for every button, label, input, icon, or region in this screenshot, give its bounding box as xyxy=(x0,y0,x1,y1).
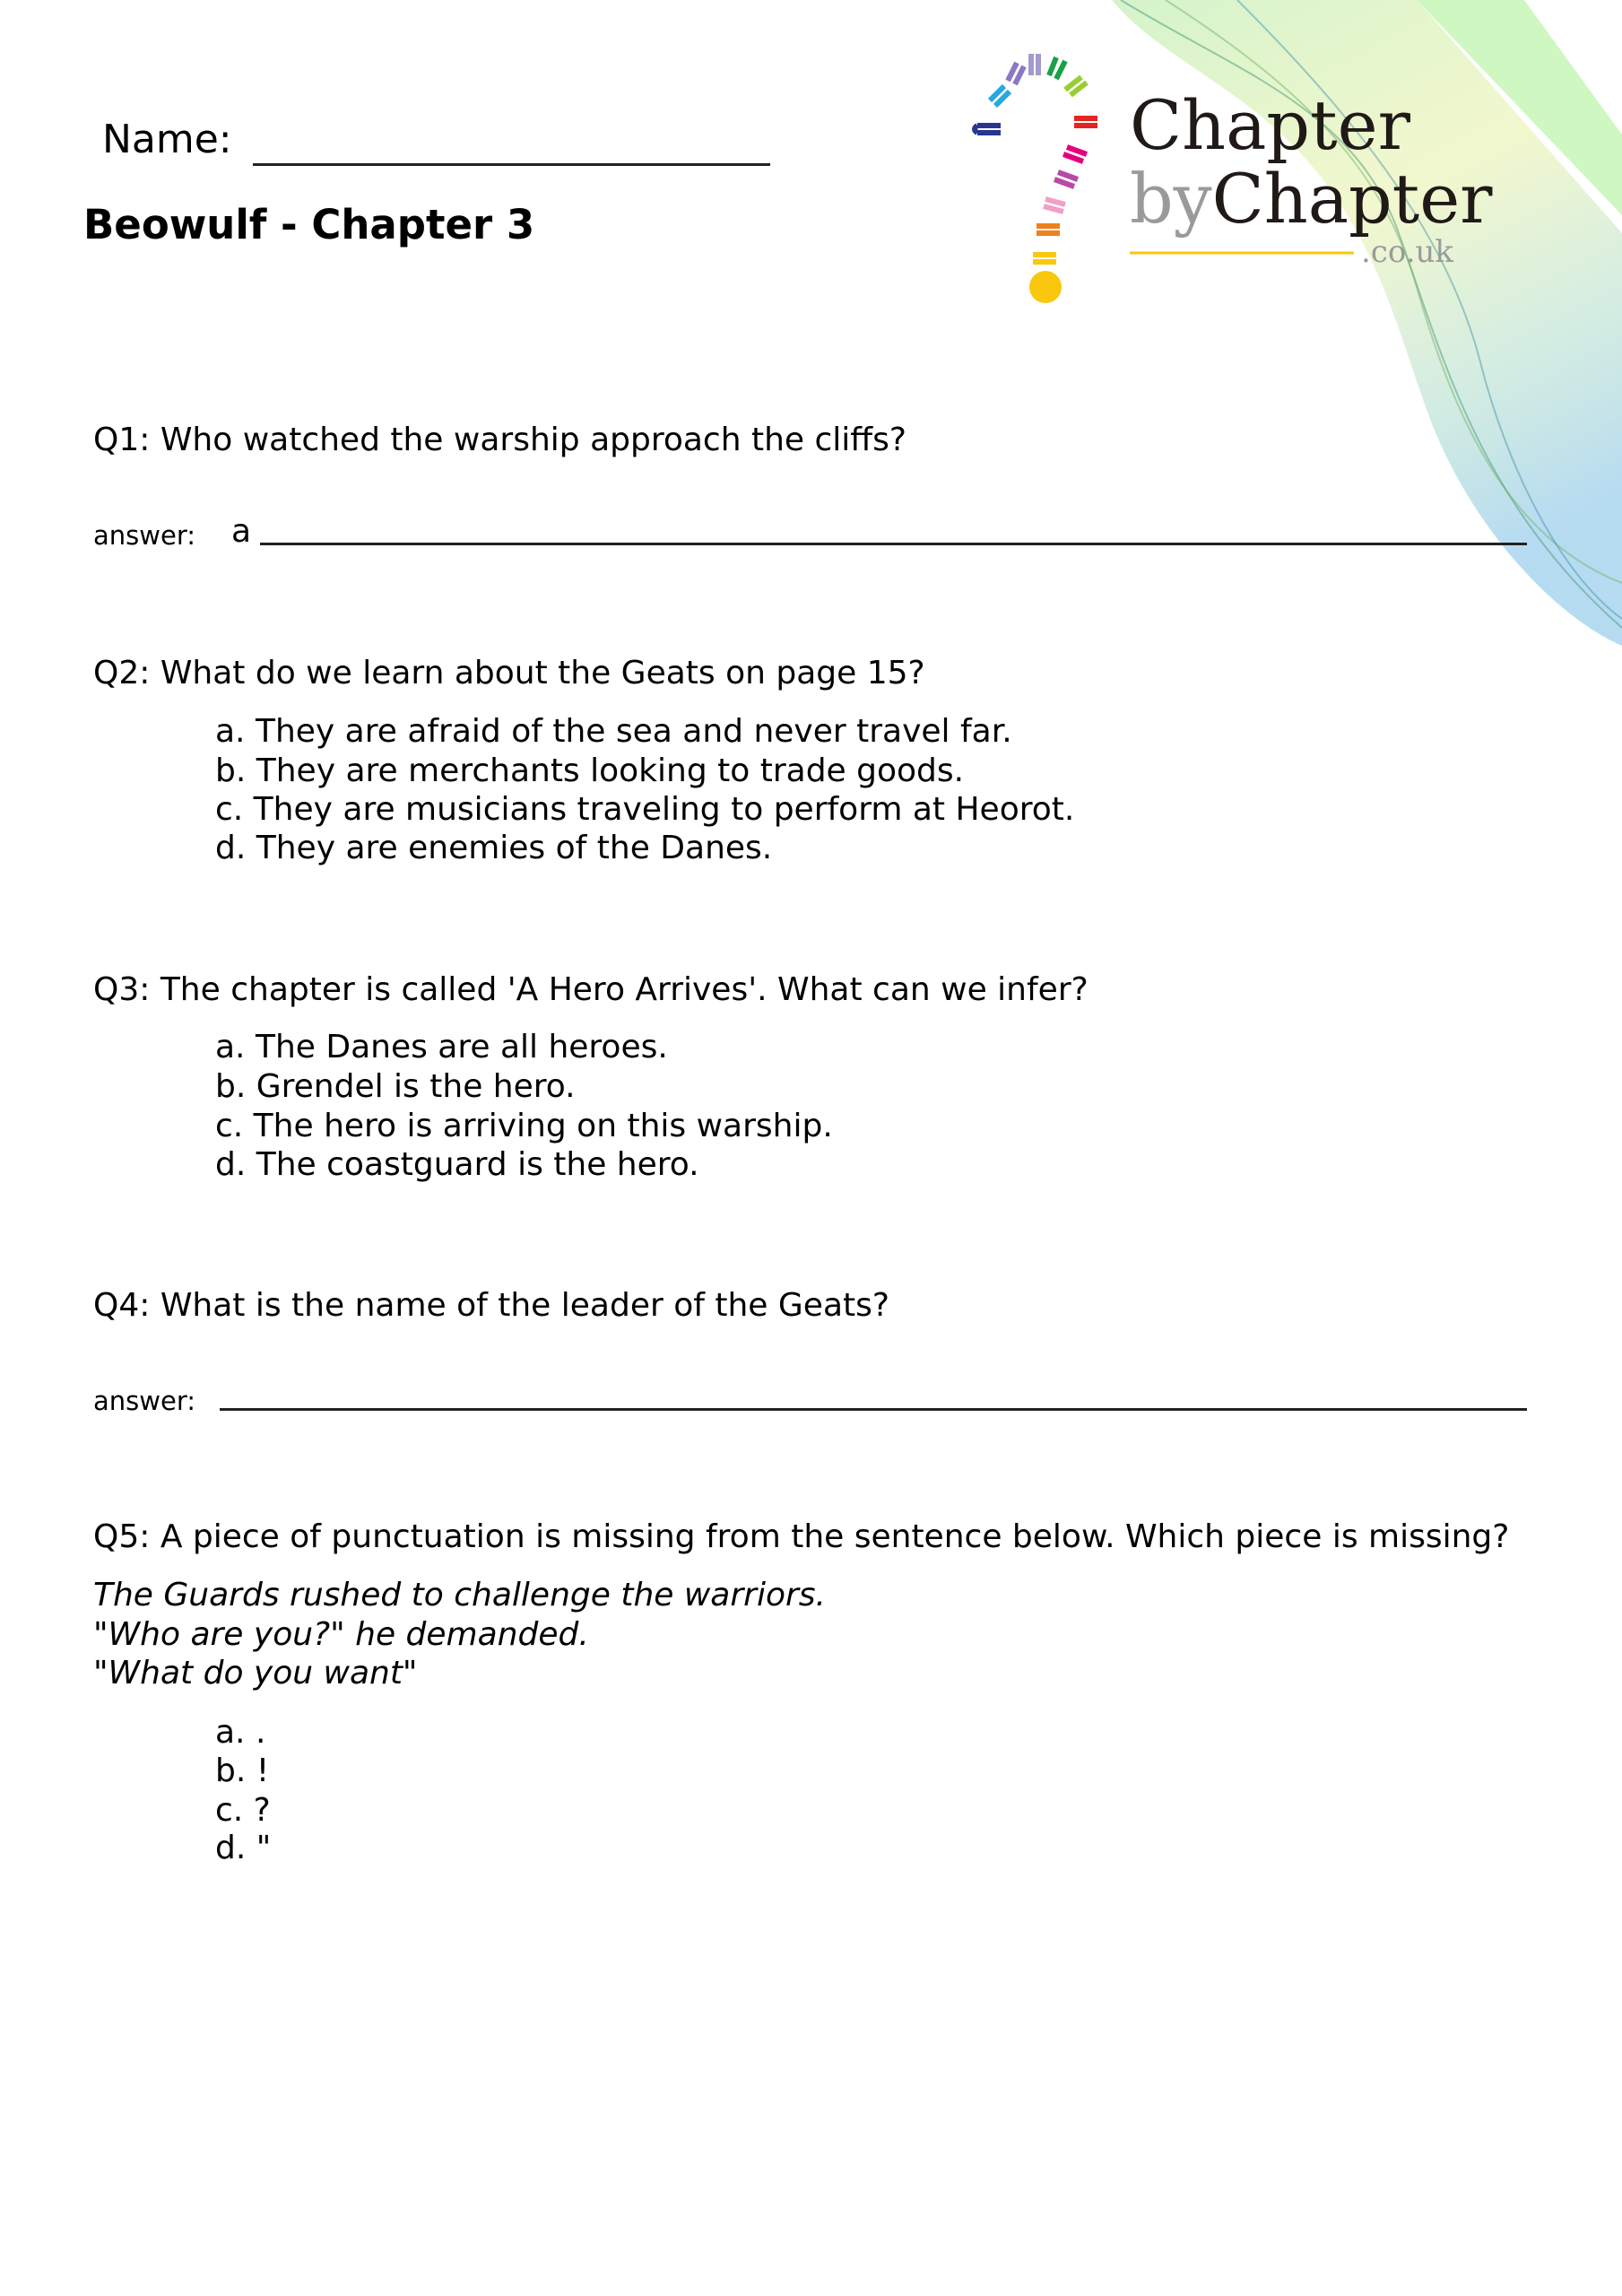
books-question-mark-icon xyxy=(975,54,1097,262)
q3-option-a[interactable]: a. The Danes are all heroes. xyxy=(215,1029,668,1065)
q5-option-d[interactable]: d. " xyxy=(215,1830,272,1866)
logo-chapter-text: Chapter xyxy=(1130,85,1410,165)
question-dot-icon xyxy=(1029,271,1062,303)
question-2: Q2: What do we learn about the Geats on page 15? xyxy=(93,655,925,691)
answer-label-4: answer: xyxy=(93,1386,196,1416)
q5-option-c[interactable]: c. ? xyxy=(215,1792,271,1829)
name-label: Name: xyxy=(102,117,232,162)
question-1: Q1: Who watched the warship approach the cliffs? xyxy=(93,422,906,458)
logo-domain-text: .co.uk xyxy=(1361,234,1454,270)
chapter-by-chapter-logo xyxy=(968,52,1542,312)
q5-option-a[interactable]: a. . xyxy=(215,1714,266,1751)
question-4: Q4: What is the name of the leader of the Geats? xyxy=(93,1287,889,1324)
answer-label-1: answer: xyxy=(93,520,196,551)
passage-line-1: The Guards rushed to challenge the warriors. xyxy=(93,1577,826,1613)
q2-option-a[interactable]: a. They are afraid of the sea and never travel far. xyxy=(215,713,1012,750)
answer-line-4[interactable] xyxy=(220,1408,1527,1411)
logo-by-chapter-text: byChapter xyxy=(1130,159,1493,239)
q3-option-b[interactable]: b. Grendel is the hero. xyxy=(215,1068,576,1105)
q2-option-b[interactable]: b. They are merchants looking to trade goods. xyxy=(215,752,965,789)
q3-option-d[interactable]: d. The coastguard is the hero. xyxy=(215,1146,699,1183)
page-title: Beowulf - Chapter 3 xyxy=(83,201,535,248)
name-input-line[interactable] xyxy=(253,163,770,166)
passage-line-2: "Who are you?" he demanded. xyxy=(93,1616,589,1653)
answer-value-1[interactable]: a xyxy=(231,513,252,550)
question-5: Q5: A piece of punctuation is missing from the sentence below. Which piece is missing? xyxy=(93,1518,1510,1555)
q2-option-d[interactable]: d. They are enemies of the Danes. xyxy=(215,830,773,866)
answer-line-1[interactable] xyxy=(260,543,1527,545)
q3-option-c[interactable]: c. The hero is arriving on this warship. xyxy=(215,1108,833,1144)
q5-option-b[interactable]: b. ! xyxy=(215,1752,270,1789)
passage-line-3: "What do you want" xyxy=(93,1655,418,1692)
question-3: Q3: The chapter is called 'A Hero Arrives'. What can we infer? xyxy=(93,971,1089,1008)
q2-option-c[interactable]: c. They are musicians traveling to perform at Heorot. xyxy=(215,791,1075,828)
